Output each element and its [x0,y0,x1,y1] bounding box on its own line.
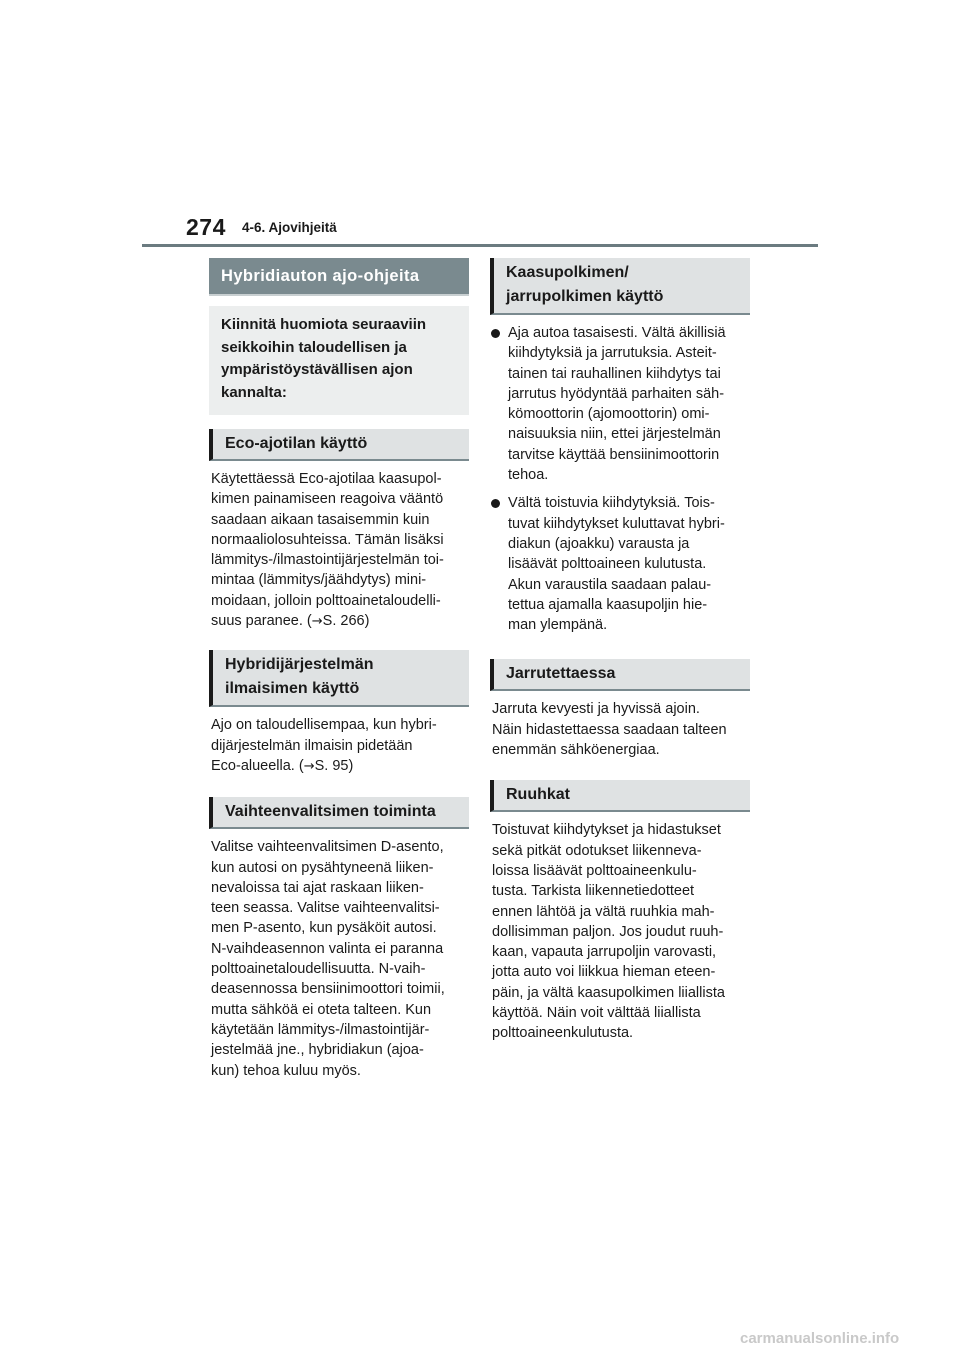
bullet-text: Vältä toistuvia kiihdytyksiä. Tois- tuvat kiihdytykset kuluttavat hybri- diakun (ajoakku) varausta ja lisäävät polttoaineen kulutusta. Akun varaustila saadaan palau- tettua ajamalla kaasupoljin hie- man ylempänä. [508,495,725,634]
page-reference[interactable]: S. 266) [322,613,370,630]
eco-mode-body [211,469,469,632]
page-reference[interactable]: S. 95) [314,757,354,774]
intro-box: Kiinnitä huomiota seuraaviin seikkoihin taloudellisen ja ympäristöystävällisen ajon kannalta: [209,306,469,415]
section-title: 4-6. Ajovihjeitä [242,220,337,235]
list-item [490,323,750,485]
shift-lever-body: Valitse vaihteenvalitsimen D-asento, kun autosi on pysähtyneenä liiken- nevaloissa tai ajat raskaan liiken- teen seassa. Valitse vaihteenvalitsi- men P-asento, kun pysäköit autosi. N-vaihdeasennon valinta ei paranna polttoainetaloudellisuutta. N-vaih- deasennossa bensiinimoottori toimii, mutta sähköä ei oteta talteen. Kun käytetään lämmitys-/ilmastointijär- jestelmää jne., hybridiakun (ajoa- kun) tehoa kuluu myös. [211,839,445,1079]
list-item [490,493,750,635]
indicator-text: Ajo on taloudellisempaa, kun hybri- dijärjestelmän ilmaisin pidetään Eco-alueella. ( [211,717,437,774]
page-number: 274 [186,214,226,240]
indicator-body [211,715,469,777]
header-divider [142,244,818,247]
congestion-body: Toistuvat kiihdytykset ja hidastukset sekä pitkät odotukset liikenneva- loissa lisäävät polttoaineenkulu- tusta. Tarkista liikennetiedotteet ennen lähtöä ja vältä ruuhkia mah- dollisimman paljon. Jos joudut ruuh- kaan, vapauta jarrupoljin varovasti, jotta auto voi liikkua hieman eteen- päin, ja vältä kaasupolkimen liiallista käyttöä. Näin voit välttää liiallista polttoaineenkulutusta. [492,822,725,1042]
indicator-heading-line1: Hybridijärjestelmän [225,656,374,674]
indicator-heading-line2: ilmaisimen käyttö [225,680,360,698]
eco-mode-text: Käytettäessä Eco-ajotilaa kaasupol- kimen painamiseen reagoiva vääntö saadaan aikaan tasaisemmin kuin normaaliolosuhteissa. Tämän lisäksi lämmitys-/ilmastointijärjestelmän toi- mintaa (lämmitys/jäähdytys) mini- moidaan, jolloin polttoainetaloudelli- suus paranee. ( [211,471,444,630]
arrow-right-icon: → [311,614,323,630]
pedal-tips-list [490,323,750,635]
pedal-heading-line2: jarrupolkimen käyttö [506,288,664,305]
indicator-heading [209,650,469,707]
bullet-icon [491,499,500,508]
main-section-banner: Hybridiauton ajo-ohjeita [209,258,469,296]
bullet-icon [491,329,500,338]
braking-heading: Jarrutettaessa [490,659,750,691]
left-column [209,258,469,1081]
bullet-text: Aja autoa tasaisesti. Vältä äkillisiä kiihdytyksiä ja jarrutuksia. Asteit- tainen tai rauhallinen kiihdytys tai jarrutus hyödyntää parhaiten säh- kömoottorin (ajomoottorin) omi- naisuuksia niin, ettei järjestelmän tarvitse käyttää bensiinimoottorin tehoa. [508,325,726,484]
braking-body: Jarruta kevyesti ja hyvissä ajoin. Näin hidastettaessa saadaan talteen enemmän sähköenergiaa. [492,701,727,759]
site-watermark: carmanualsonline.info [740,1330,900,1347]
pedal-heading [490,258,750,315]
congestion-heading: Ruuhkat [490,780,750,812]
eco-mode-heading: Eco-ajotilan käyttö [209,429,469,461]
pedal-heading-line1: Kaasupolkimen/ [506,264,629,281]
right-column [490,258,750,1044]
shift-lever-heading: Vaihteenvalitsimen toiminta [209,797,469,829]
arrow-right-icon: → [303,758,315,774]
